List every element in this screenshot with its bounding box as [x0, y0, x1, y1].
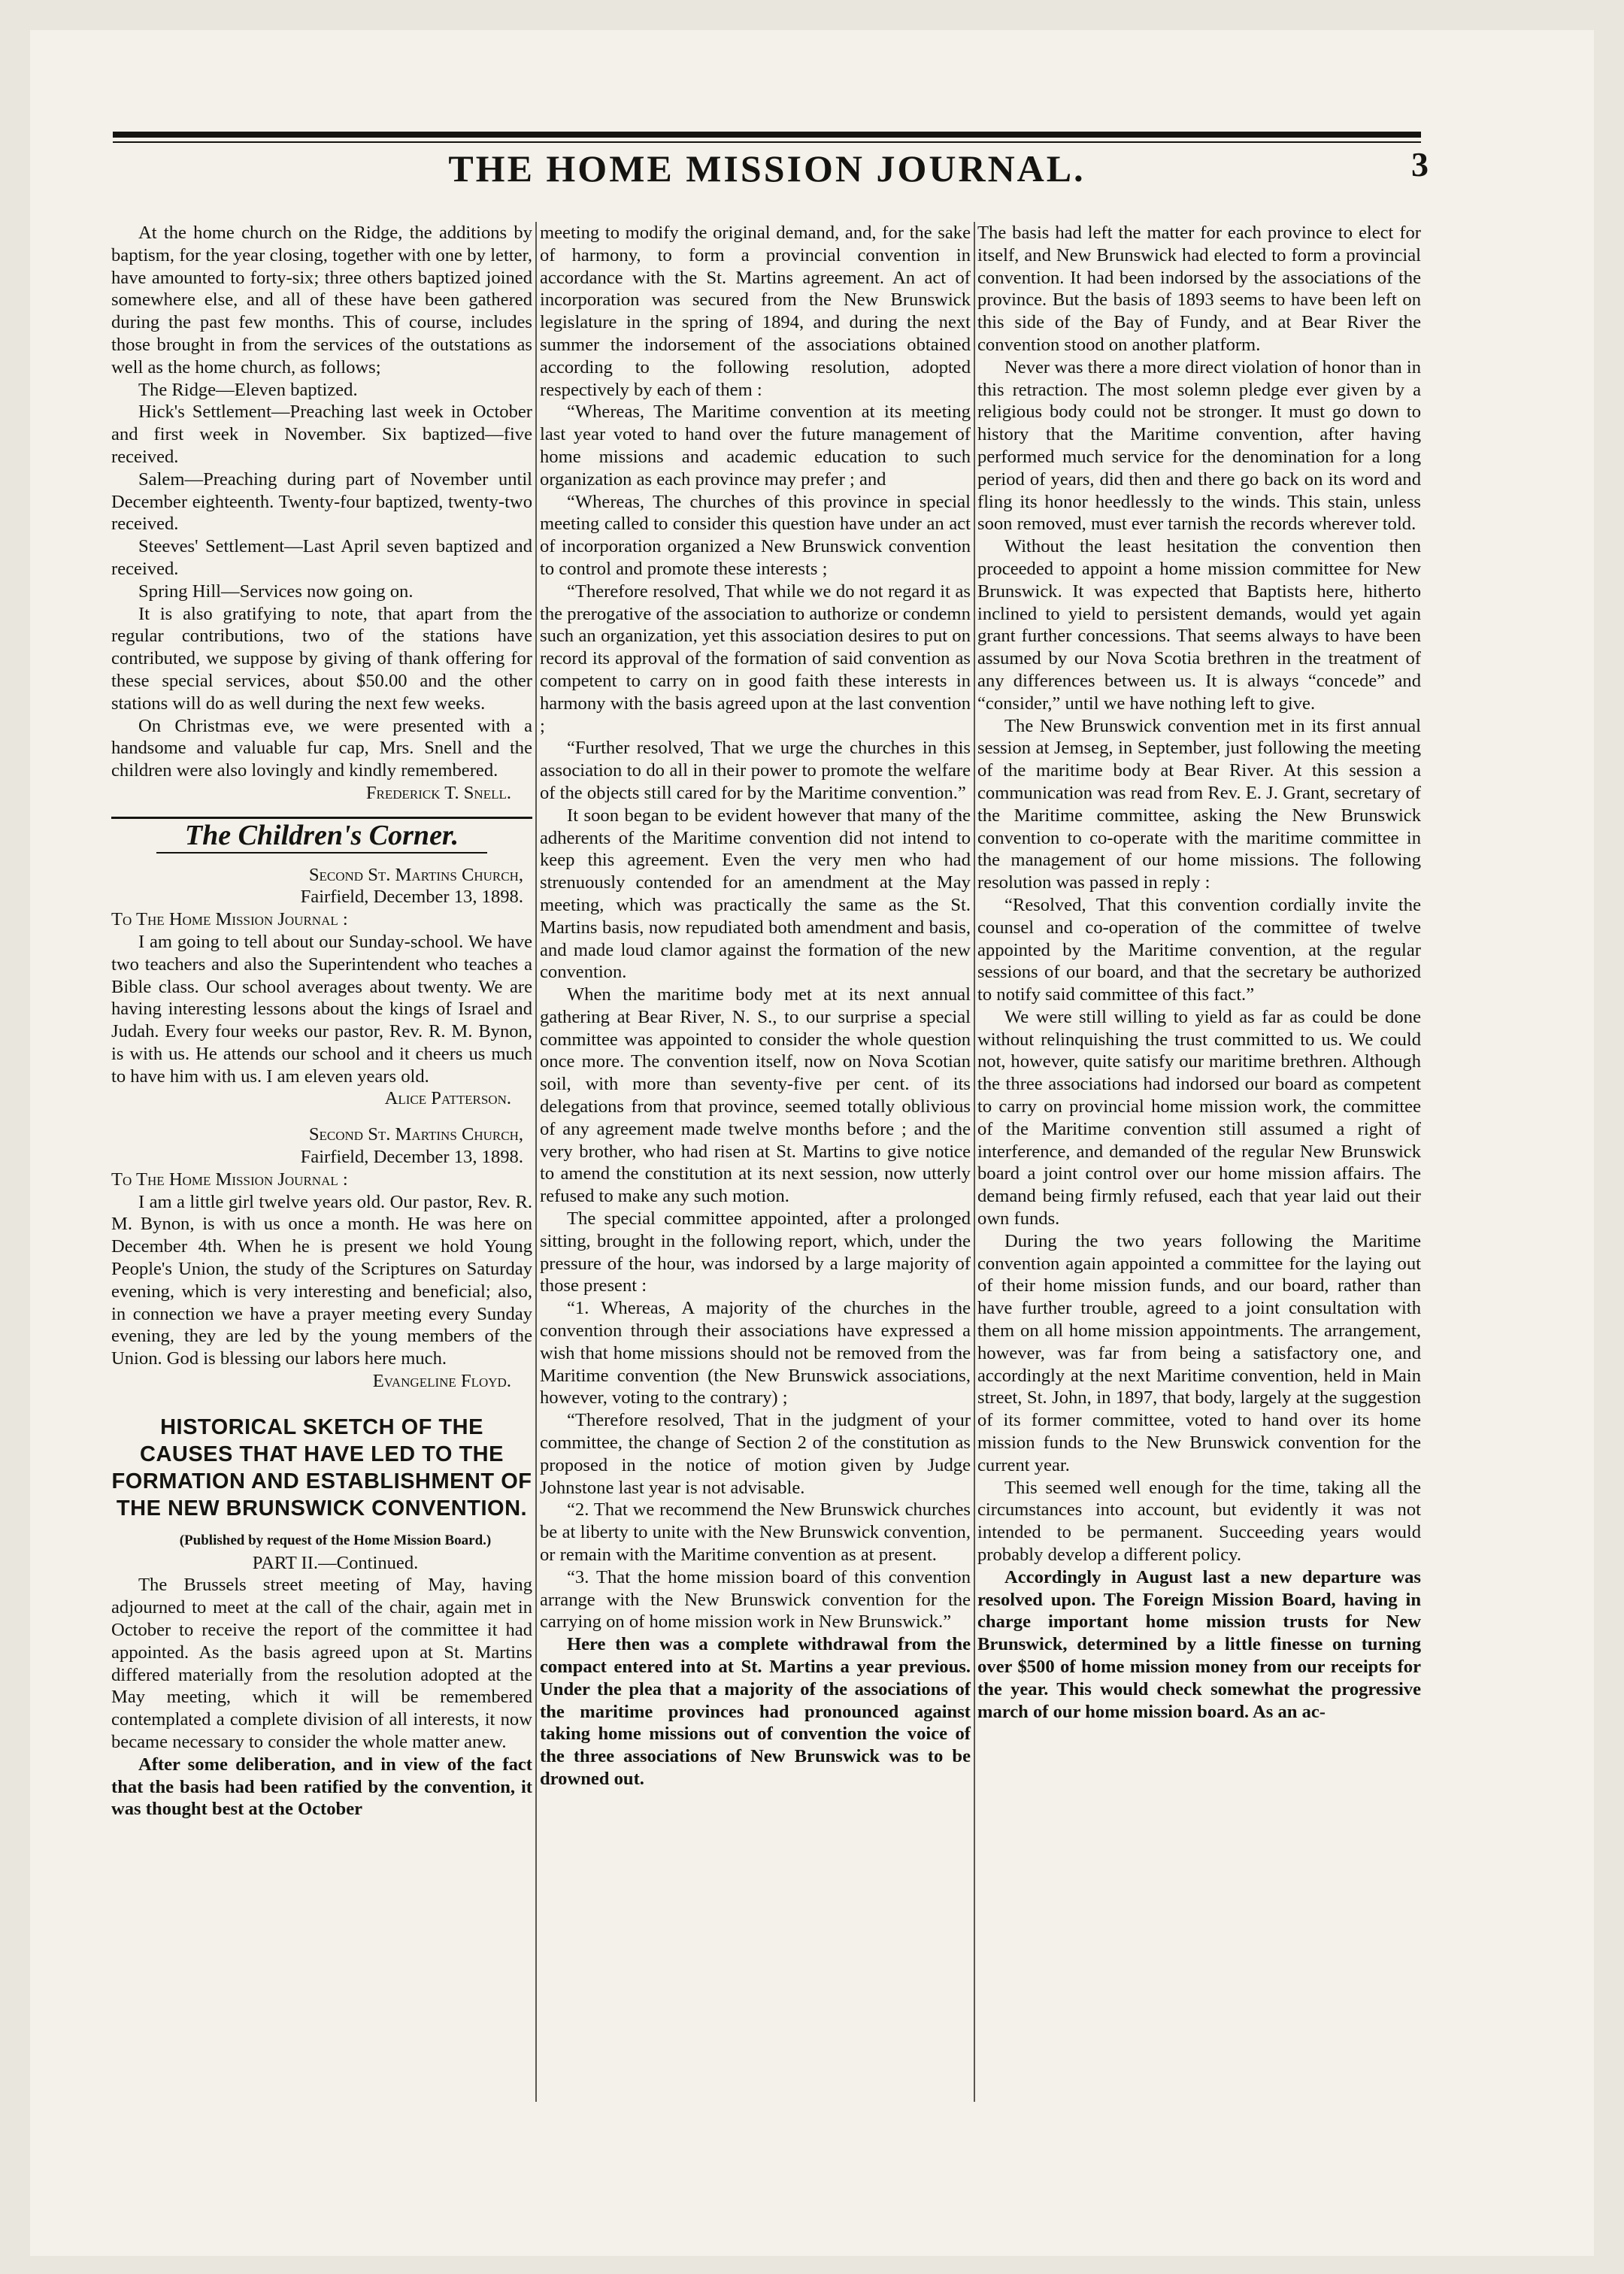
article-note: (Published by request of the Home Mission Board.) [179, 1532, 492, 1548]
resolution: “Resolved, That this convention cordially invite the counsel and co-operation of the committee of twelve appointed by the Maritime convention, at the regular sessions of our board, and that the secretary be authorized to notify said committee of this fact.” [977, 894, 1421, 1005]
article-part: PART II.—Continued. [252, 1552, 419, 1573]
report-item: “Therefore resolved, That in the judgment of your committee, the change of Section 2 of the constitution as proposed in the notice of motion given by Judge Johnstone last year is not advisable. [540, 1410, 971, 1498]
station-item: Steeves' Settlement—Last April seven baptized and received. [111, 536, 532, 579]
column-left [111, 222, 532, 1821]
column-divider [535, 222, 537, 2102]
paragraph: Here then was a complete withdrawal from the compact entered into at St. Martins a year previous. Under the plea that a majority of the associations of the maritime provinces had pronounced against taking home missions out of convention the voice of the three associations of New Brunswick was to be drowned out. [540, 1634, 971, 1789]
column-right [977, 222, 1421, 1723]
signature: Alice Patterson. [384, 1088, 511, 1109]
paragraph: The special committee appointed, after a prolonged sitting, brought in the following report, which, under the pressure of the hour, was indorsed by a large majority of those present : [540, 1208, 971, 1296]
paragraph: The Brussels street meeting of May, having adjourned to meet at the call of the chair, again met in October to receive the report of the committee it had appointed. As the basis agreed upon at St. Martins differed materially from the resolution adopted at the May meeting, which it will be remembered contemplated a complete division of all interests, it now became necessary to consider the whole matter anew. [111, 1575, 532, 1753]
letter-date: Fairfield, December 13, 1898. [300, 1147, 523, 1168]
letter-church: Second St. Martins Church, [308, 1124, 523, 1145]
letter-body: I am a little girl twelve years old. Our pastor, Rev. R. M. Bynon, is with us once a month. He was here on December 4th. When he is present we hold Young People's Union, the study of the Scriptures on Saturday evening, which is very interesting and beneficial; also, in connection we have a prayer meeting every Sunday evening, they are led by the young members of the Union. God is blessing our labors here much. [111, 1191, 532, 1369]
article-headline: HISTORICAL SKETCH OF THE CAUSES THAT HAVE LED TO THE FORMATION AND ESTABLISHMENT OF THE NEW BRUNSWICK CONVENTION. [111, 1414, 532, 1521]
report-item: “2. That we recommend the New Brunswick churches be at liberty to unite with the New Brunswick convention, or remain with the Maritime convention as at present. [540, 1499, 971, 1566]
paragraph: Without the least hesitation the convention then proceeded to appoint a home mission committee for New Brunswick. It was expected that Baptists here, hitherto inclined to yield to persistent demands, would yet again grant further concessions. That seems always to have been assumed by our Nova Scotia brethren in the treatment of any differences between us. It is always “concede” and “consider,” until we have nothing left to give. [977, 536, 1421, 714]
signature: Evangeline Floyd. [372, 1371, 511, 1392]
station-item: Salem—Preaching during part of November until December eighteenth. Twenty-four baptized, twenty-two received. [111, 468, 532, 535]
station-item: Hick's Settlement—Preaching last week in October and first week in November. Six baptized—five received. [111, 402, 532, 467]
paragraph: On Christmas eve, we were presented with a handsome and valuable fur cap, Mrs. Snell and the children were also lovingly and kindly remembered. [111, 715, 532, 781]
paragraph: When the maritime body met at its next annual gathering at Bear River, N. S., to our surprise a special committee was appointed to consider the whole question once more. The convention itself, now on Nova Scotian soil, with more than seventy-five per cent. of its delegations from that province, seemed totally oblivious of any agreement made twelve months before ; and the very brother, who had risen at St. Martins to give notice to amend the constitution at its next session, now utterly refused to make any such motion. [540, 984, 971, 1207]
resolution: “Therefore resolved, That while we do not regard it as the prerogative of the association to authorize or condemn such an organization, yet this association desires to put on record its approval of the formation of said convention as competent to carry on in good faith these interests in harmony with the basis agreed upon at the last convention ; [540, 581, 971, 736]
paragraph: The New Brunswick convention met in its first annual session at Jemseg, in September, just following the meeting of the maritime body at Bear River. At this session a communication was read from Rev. E. J. Grant, secretary of the Maritime committee, asking the New Brunswick convention to co-operate with the maritime committee in the management of our home missions. The following resolution was passed in reply : [977, 715, 1421, 893]
resolution: “Further resolved, That we urge the churches in this association to do all in their power to promote the welfare of the objects still cared for by the Maritime convention.” [540, 738, 971, 803]
page-number: 3 [1411, 145, 1429, 183]
report-item: “3. That the home mission board of this convention arrange with the New Brunswick convention for the carrying on of home mission work in New Brunswick.” [540, 1566, 971, 1633]
column-divider [974, 222, 975, 2102]
masthead-rule [113, 132, 1421, 138]
resolution: “Whereas, The churches of this province in special meeting called to consider this question have under an act of incorporation organized a New Brunswick convention to control and promote these interests ; [540, 491, 971, 579]
station-item: The Ridge—Eleven baptized. [138, 379, 358, 400]
paragraph: Accordingly in August last a new departure was resolved upon. The Foreign Mission Board, having in charge important home mission trusts for New Brunswick, determined by a little finesse on turning over $500 of home mission money from our receipts for the year. This would check somewhat the progressive march of our home mission board. As an ac- [977, 1566, 1421, 1722]
report-item: “1. Whereas, A majority of the churches in the convention through their associations have expressed a wish that home missions should not be removed from the Maritime convention (the New Brunswick associations, however, voting to the contrary) ; [540, 1298, 971, 1408]
section-rule [156, 852, 487, 854]
paragraph: After some deliberation, and in view of the fact that the basis had been ratified by the convention, it was thought best at the October [111, 1754, 532, 1820]
paragraph: We were still willing to yield as far as could be done without relinquishing the trust committed to us. We could not, however, quite satisfy our maritime brethren. Although the three associations had indorsed our board as competent to carry on provincial home mission work, the committee of the Maritime convention still assumed a right of interference, and demanded of the regular New Brunswick board a joint control over our home mission affairs. The demand being firmly refused, each that year laid out their own funds. [977, 1006, 1421, 1229]
letter-salutation: To The Home Mission Journal : [111, 909, 348, 930]
letter-salutation: To The Home Mission Journal : [111, 1169, 348, 1190]
journal-title: THE HOME MISSION JOURNAL. [448, 147, 1086, 190]
signature: Frederick T. Snell. [365, 782, 511, 803]
column-middle [540, 222, 971, 1790]
paragraph: meeting to modify the original demand, and, for the sake of harmony, to form a provincial convention in accordance with the St. Martins agreement. An act of incorporation was secured from the New Brunswick legislature in the spring of 1894, and during the next summer the indorsement of the associations obtained according to the following resolution, adopted respectively by each of them : [540, 223, 971, 400]
letter-date: Fairfield, December 13, 1898. [300, 887, 523, 908]
section-title: The Children's Corner. [184, 819, 459, 851]
masthead-rule-thin [113, 141, 1421, 143]
resolution: “Whereas, The Maritime convention at its meeting last year voted to hand over the future management of home missions and academic education to such organization as each province may prefer ; and [540, 402, 971, 490]
paragraph: At the home church on the Ridge, the additions by baptism, for the year closing, together with one by letter, have amounted to forty-six; three others baptized joined somewhere else, and all of these have been gathered during the past few months. This of course, includes those brought in from the services of the outstations as well as the home church, as follows; [111, 223, 532, 377]
paragraph: This seemed well enough for the time, taking all the circumstances into account, but evidently it was not intended to be permanent. Succeeding years would probably develop a different policy. [977, 1477, 1421, 1566]
paragraph: During the two years following the Maritime convention again appointed a committee for the laying out of their home mission funds, and our board, rather than have further trouble, agreed to a joint consultation with them on all home mission appointments. The arrangement, however, was far from being a satisfactory one, and accordingly at the next Maritime convention, held in Main street, St. John, in 1897, that body, largely at the suggestion of its former committee, voted to hand over its home mission funds to the New Brunswick convention for the current year. [977, 1230, 1421, 1475]
paragraph: The basis had left the matter for each province to elect for itself, and New Brunswick had elected to form a provincial convention. It had been indorsed by the associations of the province. But the basis of 1893 seems to have been left on this side of the Bay of Fundy, and at Bear River the convention stood on another platform. [977, 223, 1421, 355]
section-rule [111, 817, 532, 819]
paragraph: Never was there a more direct violation of honor than in this retraction. The most solemn pledge ever given by a religious body could not be stronger. It must go down to history that the Maritime convention, after having performed much service for the denomination for a long period of years, did then and there go back on its word and fling its honor heedlessly to the winds. This stain, unless soon removed, must ever tarnish the records wherever told. [977, 356, 1421, 535]
station-item: Spring Hill—Services now going on. [138, 581, 414, 602]
letter-church: Second St. Martins Church, [308, 864, 523, 885]
paragraph: It is also gratifying to note, that apart from the regular contributions, two of the stations have contributed, we suppose by giving of thank offering for these special services, about $50.00 and the other stations will do as well during the next few weeks. [111, 603, 532, 714]
paragraph: It soon began to be evident however that many of the adherents of the Maritime convention did not intend to keep this agreement. Even the very men who had strenuously contended for an amendment at the May meeting, which was practically the same as the St. Martins basis, now repudiated both amendment and basis, and made loud clamor against the formation of the new convention. [540, 805, 971, 983]
letter-body: I am going to tell about our Sunday-school. We have two teachers and also the Superintendent who teaches a Bible class. Our school averages about twenty. We are having interesting lessons about the kings of Israel and Judah. Every four weeks our pastor, Rev. R. M. Bynon, is with us. He attends our school and it cheers us much to have him with us. I am eleven years old. [111, 931, 532, 1087]
